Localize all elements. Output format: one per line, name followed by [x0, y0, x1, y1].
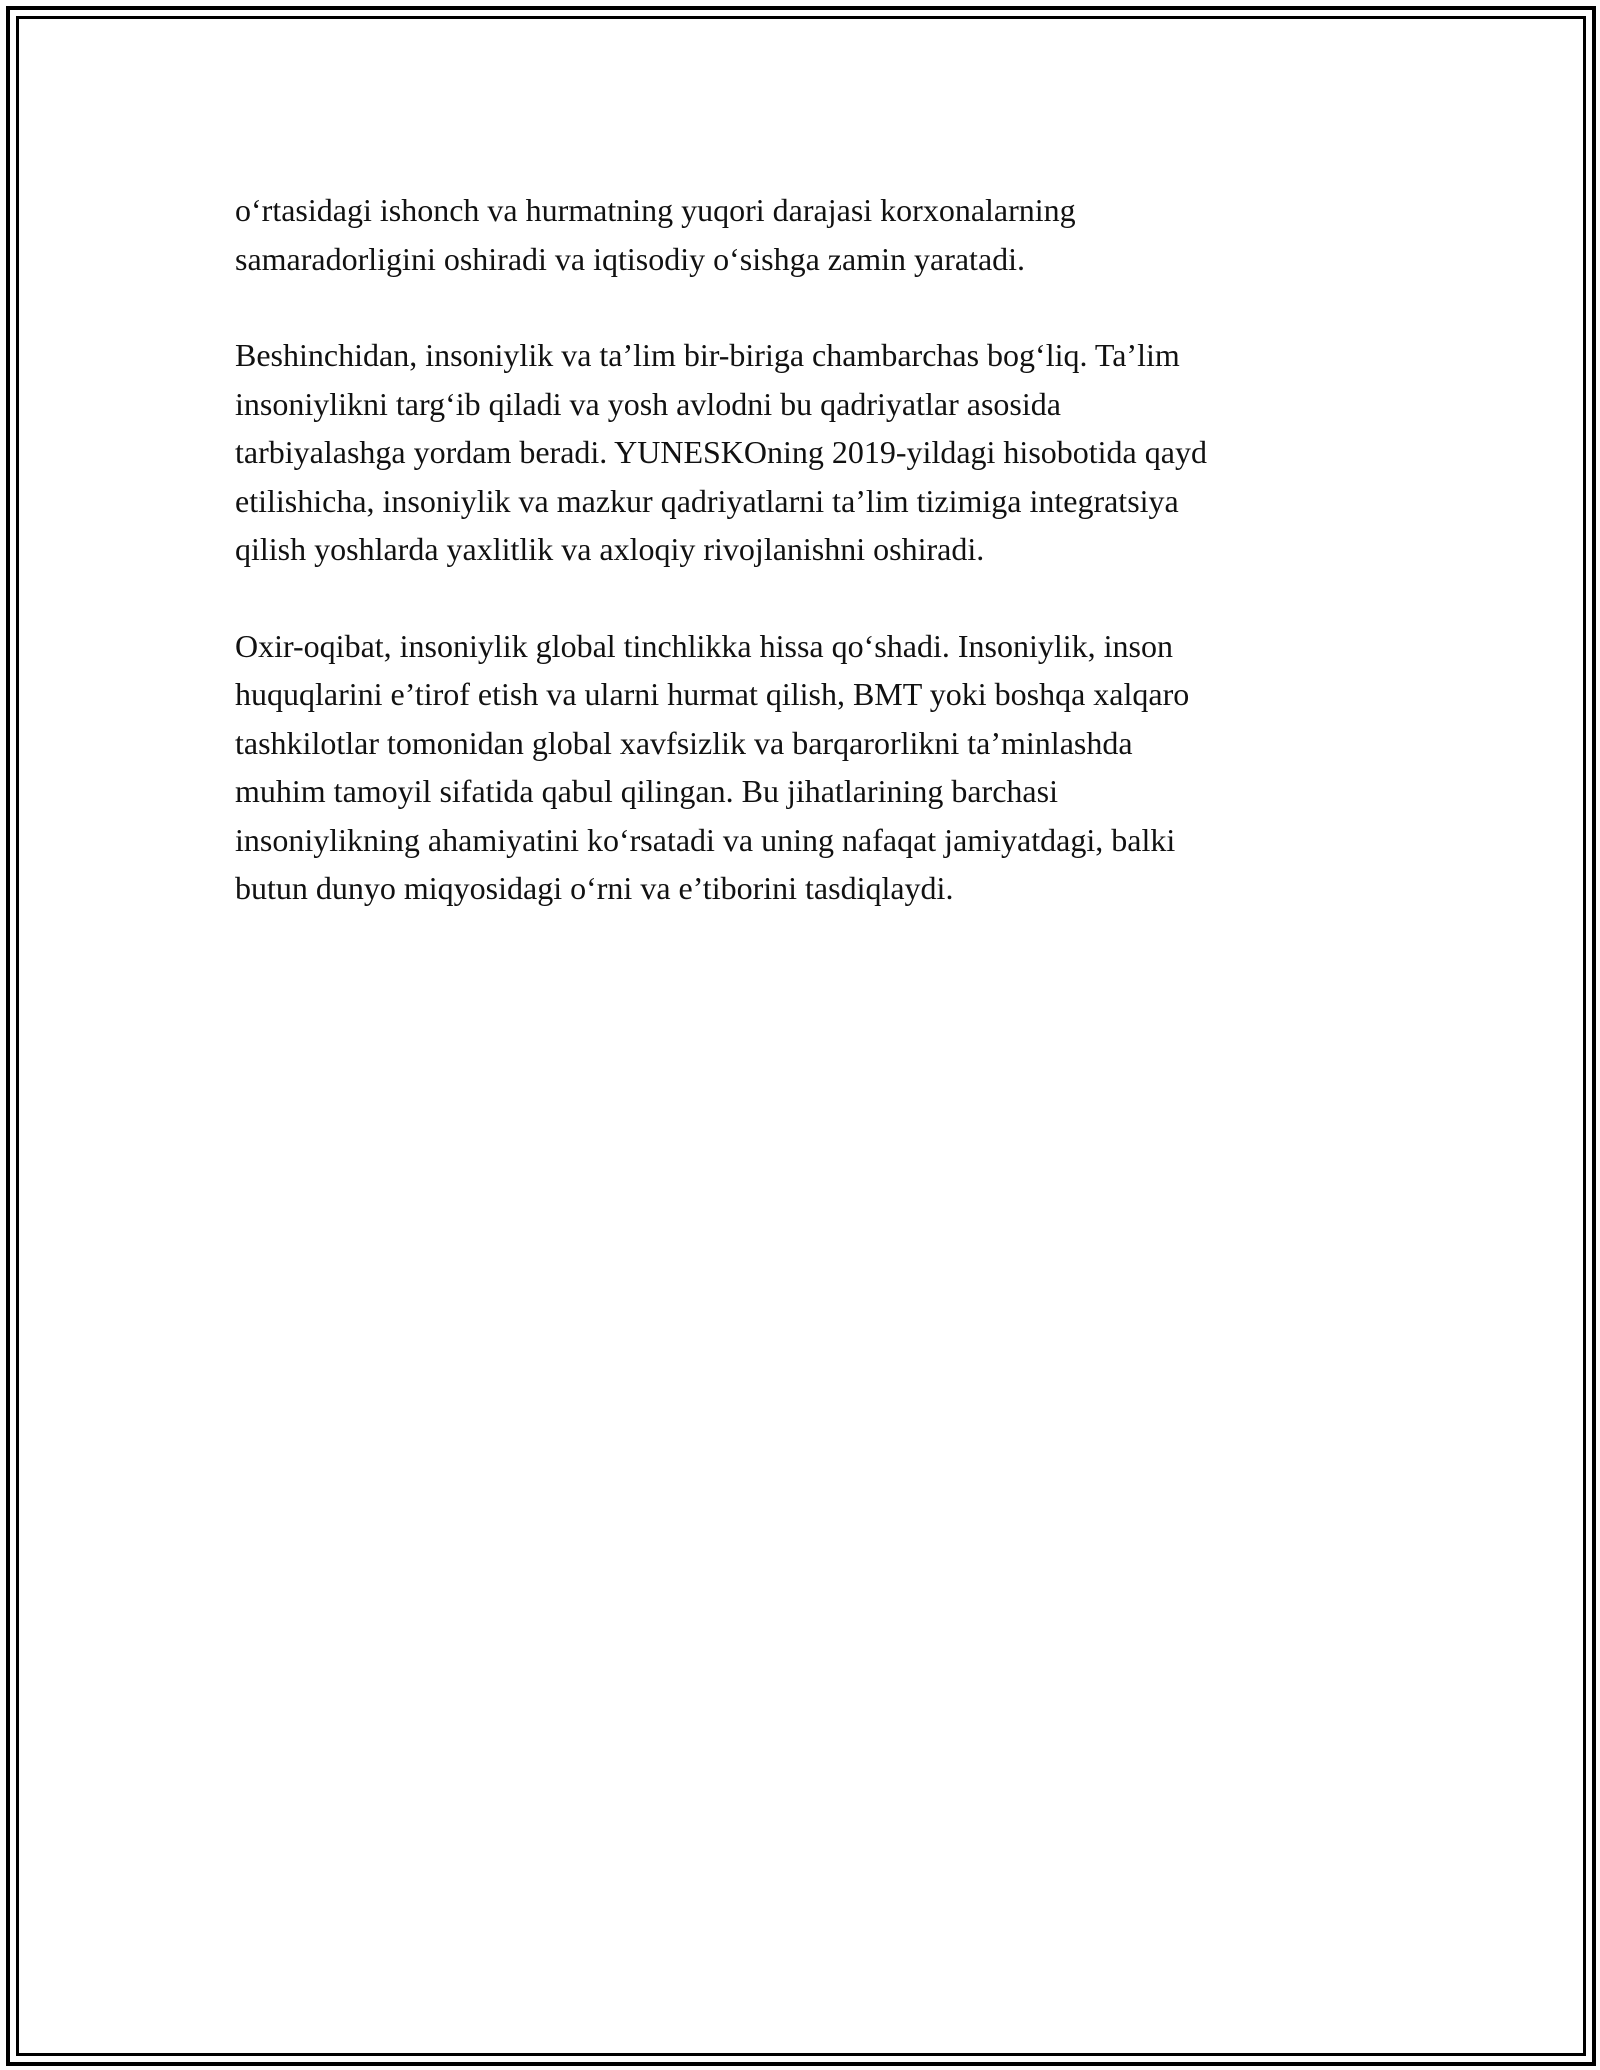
document-body	[235, 186, 1365, 961]
paragraph-1: o‘rtasidagi ishonch va hurmatning yuqori darajasi korxonalarning samaradorligini oshiradi va iqtisodiy o‘sishga zamin yaratadi.	[235, 192, 1076, 277]
paragraph-2: Beshinchidan, insoniylik va ta’lim bir-biriga chambarchas bog‘liq. Ta’lim insoniylikni targ‘ib qiladi va yosh avlodni bu qadriyatlar asosida tarbiyalashga yordam beradi. YUNESKOning 2019-yildagi hisobotida qayd etilishicha, insoniylik va mazkur qadriyatlarni ta’lim tizimiga integratsiya qilish yoshlarda yaxlitlik va axloqiy rivojlanishni oshiradi.	[235, 337, 1207, 567]
paragraph-3: Oxir-oqibat, insoniylik global tinchlikka hissa qo‘shadi. Insoniylik, inson huquqlarini e’tirof etish va ularni hurmat qilish, BMT yoki boshqa xalqaro tashkilotlar tomonidan global xavfsizlik va barqarorlikni ta’minlashda muhim tamoyil sifatida qabul qilingan. Bu jihatlarining barchasi insoniylikning ahamiyatini ko‘rsatadi va uning nafaqat jamiyatdagi, balki butun dunyo miqyosidagi o‘rni va e’tiborini tasdiqlaydi.	[235, 627, 1190, 906]
